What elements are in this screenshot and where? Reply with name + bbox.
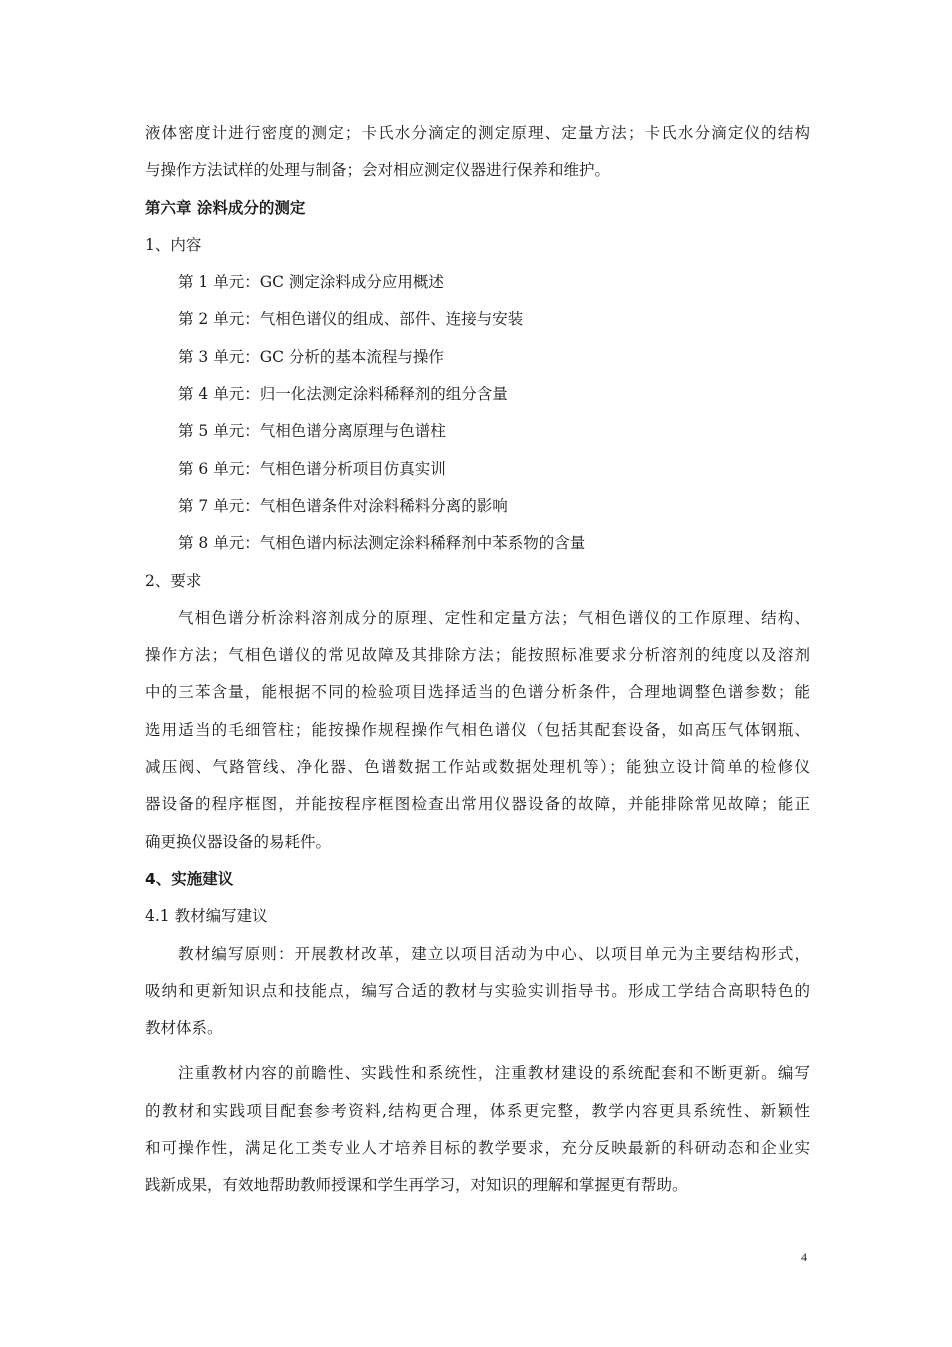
intro-line: 液体密度计进行密度的测定；卡氏水分滴定的测定原理、定量方法；卡氏水分滴定仪的结构 [145, 124, 810, 142]
unit-item: 第 8 单元：气相色谱内标法测定涂料稀释剂中苯系物的含量 [178, 534, 586, 553]
requirements-line: 器设备的程序框图，并能按程序框图检查出常用仪器设备的故障，并能排除常见故障；能正 [145, 795, 810, 814]
unit-item: 第 1 单元：GC 测定涂料成分应用概述 [178, 273, 444, 292]
requirements-heading: 2、要求 [145, 571, 202, 590]
requirements-line: 操作方法；气相色谱仪的常见故障及其排除方法；能按照标准要求分析溶剂的纯度以及溶剂 [145, 646, 810, 665]
paragraph-line: 的教材和实践项目配套参考资料,结构更合理，体系更完整，教学内容更具系统性、新颖性 [145, 1101, 810, 1120]
paragraph-line: 践新成果，有效地帮助教师授课和学生再学习，对知识的理解和掌握更有帮助。 [145, 1176, 688, 1195]
subsection-heading: 4.1 教材编写建议 [145, 907, 268, 926]
requirements-line: 选用适当的毛细管柱；能按操作规程操作气相色谱仪（包括其配套设备，如高压气体钢瓶、 [145, 720, 810, 739]
unit-item: 第 3 单元：GC 分析的基本流程与操作 [178, 347, 444, 366]
chapter-title: 第六章 涂料成分的测定 [145, 198, 306, 217]
page-number: 4 [801, 1250, 807, 1264]
requirements-line: 减压阀、气路管线、净化器、色谱数据工作站或数据处理机等）；能独立设计简单的检修仪 [145, 758, 810, 777]
unit-item: 第 4 单元：归一化法测定涂料稀释剂的组分含量 [178, 385, 508, 404]
document-page [145, 115, 810, 1205]
unit-item: 第 6 单元：气相色谱分析项目仿真实训 [178, 459, 446, 478]
paragraph-line: 注重教材内容的前瞻性、实践性和系统性，注重教材建设的系统配套和不断更新。编写 [178, 1064, 810, 1083]
paragraph-spacer [145, 1047, 810, 1055]
paragraph-line: 吸纳和更新知识点和技能点，编写合适的教材与实验实训指导书。形成工学结合高职特色的 [145, 981, 810, 1000]
paragraph-line: 教材体系。 [145, 1019, 223, 1038]
paragraph-line: 和可操作性，满足化工类专业人才培养目标的教学要求，充分反映最新的科研动态和企业实 [145, 1139, 810, 1158]
paragraph-line: 教材编写原则：开展教材改革，建立以项目活动为中心、以项目单元为主要结构形式， [178, 944, 810, 963]
intro-line: 与操作方法试样的处理与制备；会对相应测定仪器进行保养和维护。 [145, 161, 611, 180]
unit-item: 第 7 单元：气相色谱条件对涂料稀料分离的影响 [178, 496, 508, 515]
requirements-line: 确更换仪器设备的易耗件。 [145, 832, 332, 851]
requirements-line: 气相色谱分析涂料溶剂成分的原理、定性和定量方法；气相色谱仪的工作原理、结构、 [178, 608, 810, 627]
unit-item: 第 2 单元：气相色谱仪的组成、部件、连接与安装 [178, 310, 524, 329]
requirements-line: 中的三苯含量，能根据不同的检验项目选择适当的色谱分析条件，合理地调整色谱参数；能 [145, 683, 810, 702]
unit-item: 第 5 单元：气相色谱分离原理与色谱柱 [178, 422, 446, 441]
section-title: 4、实施建议 [145, 869, 234, 888]
content-heading: 1、内容 [145, 235, 202, 254]
